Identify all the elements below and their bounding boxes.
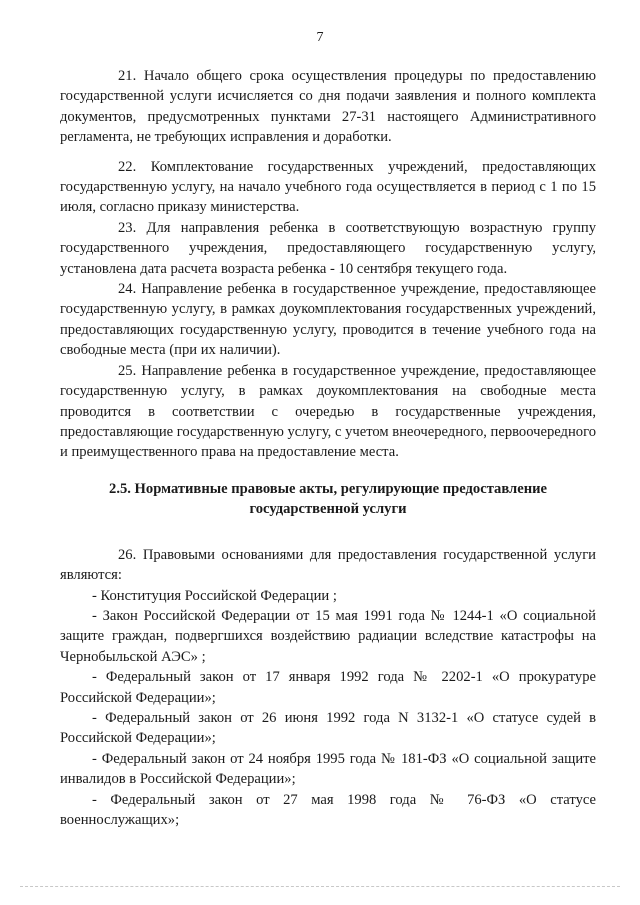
- paragraph-23: 23. Для направления ребенка в соответствующую возрастную группу государственного учреждения, предоставляющего государственную услугу, установлена дата расчета возраста ребенка - 10 сентября текущего года.: [60, 219, 596, 277]
- page-number: 7: [316, 30, 324, 45]
- section-heading: 2.5. Нормативные правовые акты, регулирующие предоставление государственной услуги: [109, 480, 547, 517]
- legal-item-judges-law: - Федеральный закон от 26 июня 1992 года N 3132-1 «О статусе судей в Российской Федерации»;: [60, 709, 596, 747]
- legal-item-military-law: - Федеральный закон от 27 мая 1998 года № 76-ФЗ «О статусе военнослужащих»;: [60, 791, 596, 828]
- legal-item-chernobyl-law: - Закон Российской Федерации от 15 мая 1991 года № 1244-1 «О социальной защите граждан, подвергшихся воздействию радиации вследствие катастрофы на Чернобыльской АЭС» ;: [60, 607, 596, 665]
- paragraph-21: 21. Начало общего срока осуществления процедуры по предоставлению государственной услуги исчисляется со дня подачи заявления и полного комплекта документов, предусмотренных пунктами 27-31 настоящего Административного регламента, не требующих исправления и доработки.: [60, 68, 596, 146]
- legal-item-constitution: - Конституция Российской Федерации ;: [92, 587, 337, 604]
- paragraph-24: 24. Направление ребенка в государственное учреждение, предоставляющее государственную услугу, в рамках доукомплектования государственных учреждений, предоставляющих государственную услугу, проводится в течение учебного года на свободные места (при их наличии).: [60, 281, 596, 359]
- legal-item-disabled-law: - Федеральный закон от 24 ноября 1995 года № 181-ФЗ «О социальной защите инвалидов в Российской Федерации»;: [60, 750, 596, 788]
- document-body: [60, 66, 596, 830]
- paragraph-26: 26. Правовыми основаниями для предоставления государственной услуги являются:: [60, 546, 596, 584]
- legal-item-prosecutor-law: - Федеральный закон от 17 января 1992 года № 2202-1 «О прокуратуре Российской Федерации»;: [60, 669, 596, 706]
- paragraph-22: 22. Комплектование государственных учреждений, предоставляющих государственную услугу, на начало учебного года осуществляется в период с 1 по 15 июля, согласно приказу министерства.: [60, 158, 596, 216]
- paragraph-25: 25. Направление ребенка в государственное учреждение, предоставляющее государственную услугу, в рамках доукомплектования на свободные места проводится в соответствии с очередью в государственные учреждения, предоставляющие государственную услугу, с учетом внеочередного, первоочередного и преимущественного права на предоставление места.: [60, 362, 596, 461]
- scan-artifact-line: [20, 886, 620, 887]
